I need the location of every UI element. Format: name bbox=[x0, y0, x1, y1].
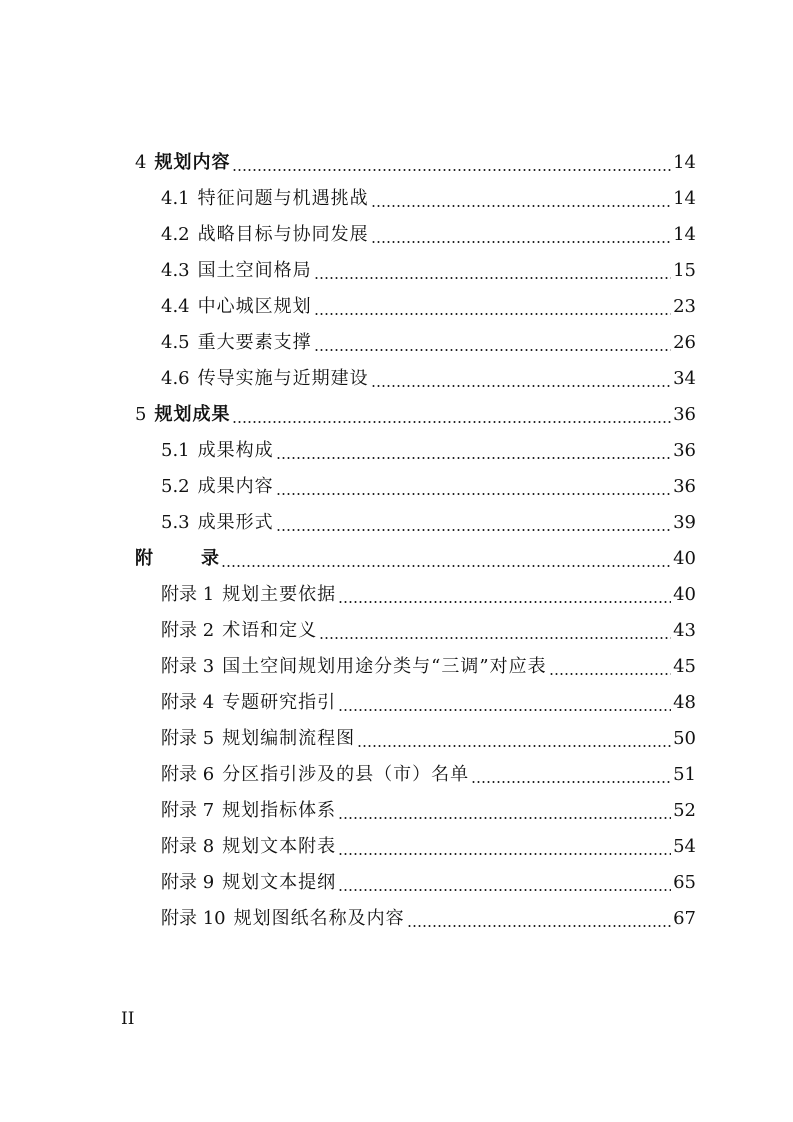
toc-entry[interactable] bbox=[0, 217, 793, 253]
toc-entry-page: 43 bbox=[673, 620, 696, 641]
toc-entry-page: 67 bbox=[673, 908, 696, 929]
toc-entry-page: 45 bbox=[673, 656, 696, 677]
toc-entry-number: 4.2 bbox=[161, 224, 190, 245]
dot-leader bbox=[338, 834, 671, 856]
toc-entry-title: 中心城区规划 bbox=[197, 296, 312, 317]
toc-entry-page: 14 bbox=[673, 152, 696, 173]
toc-entry-title: 分区指引涉及的县（市）名单 bbox=[222, 764, 470, 785]
toc-entry-number: 5.2 bbox=[161, 476, 190, 497]
toc-entry-page: 40 bbox=[673, 584, 696, 605]
toc-entry-page: 40 bbox=[673, 548, 696, 569]
toc-entry-number: 附录 1 bbox=[161, 584, 215, 605]
dot-leader bbox=[276, 510, 671, 532]
toc-entry-appendix[interactable] bbox=[0, 793, 793, 829]
toc-entry-title: 专题研究指引 bbox=[222, 692, 337, 713]
toc-entry-title: 国土空间规划用途分类与“三调”对应表 bbox=[222, 656, 547, 677]
toc-entry-number: 4.3 bbox=[161, 260, 190, 281]
dot-leader bbox=[276, 474, 671, 496]
toc-entry-number: 5.1 bbox=[161, 440, 190, 461]
dot-leader bbox=[357, 726, 671, 748]
toc-entry-appendix[interactable] bbox=[0, 577, 793, 613]
toc-entry-title: 重大要素支撑 bbox=[197, 332, 312, 353]
toc-entry-title-left: 附 bbox=[135, 548, 153, 569]
toc-entry-appendix[interactable] bbox=[0, 865, 793, 901]
toc-entry[interactable] bbox=[0, 361, 793, 397]
dot-leader bbox=[471, 762, 671, 784]
toc-entry-title: 成果内容 bbox=[197, 476, 274, 497]
dot-leader bbox=[338, 582, 671, 604]
toc-entry-title: 术语和定义 bbox=[222, 620, 318, 641]
toc-entry-page: 51 bbox=[673, 764, 696, 785]
dot-leader bbox=[314, 330, 671, 352]
toc-entry-number: 4.4 bbox=[161, 296, 190, 317]
toc-entry[interactable] bbox=[0, 289, 793, 325]
toc-entry-page: 48 bbox=[673, 692, 696, 713]
toc-entry-title: 战略目标与协同发展 bbox=[197, 224, 369, 245]
toc-entry-page: 36 bbox=[673, 440, 696, 461]
toc-entry-number: 5.3 bbox=[161, 512, 190, 533]
dot-leader bbox=[338, 690, 671, 712]
toc-entry-number: 5 bbox=[135, 404, 147, 425]
toc-entry[interactable] bbox=[0, 505, 793, 541]
dot-leader bbox=[371, 366, 671, 388]
dot-leader bbox=[407, 906, 671, 928]
toc-entry-title-right: 录 bbox=[201, 548, 219, 569]
toc-entry-title: 规划图纸名称及内容 bbox=[233, 908, 405, 929]
toc-entry[interactable] bbox=[0, 469, 793, 505]
toc-entry[interactable] bbox=[0, 433, 793, 469]
toc-entry-appendix[interactable] bbox=[0, 721, 793, 757]
toc-entry-title: 特征问题与机遇挑战 bbox=[197, 188, 369, 209]
toc-entry-page: 14 bbox=[673, 188, 696, 209]
toc-entry-title: 规划文本提纲 bbox=[222, 872, 337, 893]
dot-leader bbox=[314, 294, 671, 316]
dot-leader bbox=[232, 402, 671, 424]
toc-entry-number: 附录 6 bbox=[161, 764, 215, 785]
toc-entry-page: 52 bbox=[673, 800, 696, 821]
dot-leader bbox=[371, 222, 671, 244]
dot-leader bbox=[549, 654, 672, 676]
toc-entry-appendix-heading[interactable] bbox=[0, 541, 793, 577]
toc-entry-page: 54 bbox=[673, 836, 696, 857]
toc-entry-number: 附录 3 bbox=[161, 656, 215, 677]
toc-entry-number: 附录 7 bbox=[161, 800, 215, 821]
toc-entry[interactable] bbox=[0, 253, 793, 289]
toc-entry-title: 规划主要依据 bbox=[222, 584, 337, 605]
dot-leader bbox=[371, 186, 671, 208]
dot-leader bbox=[221, 546, 671, 568]
toc-entry-page: 23 bbox=[673, 296, 696, 317]
toc-entry[interactable] bbox=[0, 325, 793, 361]
toc-entry[interactable] bbox=[0, 397, 793, 433]
toc-entry-title: 规划编制流程图 bbox=[222, 728, 356, 749]
toc-entry-page: 50 bbox=[673, 728, 696, 749]
toc-entry-number: 附录 5 bbox=[161, 728, 215, 749]
toc-entry-appendix[interactable] bbox=[0, 613, 793, 649]
toc-entry-number: 附录 4 bbox=[161, 692, 215, 713]
toc-entry[interactable] bbox=[0, 145, 793, 181]
toc-entry[interactable] bbox=[0, 181, 793, 217]
toc-entry-number: 附录 10 bbox=[161, 908, 226, 929]
dot-leader bbox=[338, 798, 671, 820]
toc-entry-appendix[interactable] bbox=[0, 829, 793, 865]
toc-entry-number: 4.1 bbox=[161, 188, 190, 209]
toc-entry-page: 26 bbox=[673, 332, 696, 353]
page-number-footer: II bbox=[121, 1009, 135, 1029]
toc-entry-title: 成果形式 bbox=[197, 512, 274, 533]
toc-entry-page: 36 bbox=[673, 476, 696, 497]
toc-entry-number: 4 bbox=[135, 152, 147, 173]
toc-entry-appendix[interactable] bbox=[0, 649, 793, 685]
toc-entry-page: 14 bbox=[673, 224, 696, 245]
toc-entry-number: 附录 2 bbox=[161, 620, 215, 641]
toc-entry-number: 4.5 bbox=[161, 332, 190, 353]
toc-entry-number: 附录 9 bbox=[161, 872, 215, 893]
dot-leader bbox=[276, 438, 671, 460]
toc-entry-appendix[interactable] bbox=[0, 685, 793, 721]
toc-entry-appendix[interactable] bbox=[0, 901, 793, 937]
toc-entry-number: 附录 8 bbox=[161, 836, 215, 857]
toc-entry-title: 成果构成 bbox=[197, 440, 274, 461]
toc-entry-page: 36 bbox=[673, 404, 696, 425]
toc-entry-page: 34 bbox=[673, 368, 696, 389]
dot-leader bbox=[314, 258, 671, 280]
toc-entry-page: 39 bbox=[673, 512, 696, 533]
dot-leader bbox=[319, 618, 671, 640]
toc-entry-title: 国土空间格局 bbox=[197, 260, 312, 281]
toc-entry-page: 15 bbox=[673, 260, 696, 281]
table-of-contents bbox=[0, 145, 793, 937]
toc-entry-title: 规划指标体系 bbox=[222, 800, 337, 821]
toc-entry-number: 4.6 bbox=[161, 368, 190, 389]
dot-leader bbox=[338, 870, 671, 892]
toc-entry-page: 65 bbox=[673, 872, 696, 893]
toc-entry-title: 规划成果 bbox=[154, 404, 231, 425]
toc-entry-title: 传导实施与近期建设 bbox=[197, 368, 369, 389]
toc-entry-appendix[interactable] bbox=[0, 757, 793, 793]
toc-entry-title: 规划内容 bbox=[154, 152, 231, 173]
dot-leader bbox=[232, 150, 671, 172]
toc-entry-title: 规划文本附表 bbox=[222, 836, 337, 857]
